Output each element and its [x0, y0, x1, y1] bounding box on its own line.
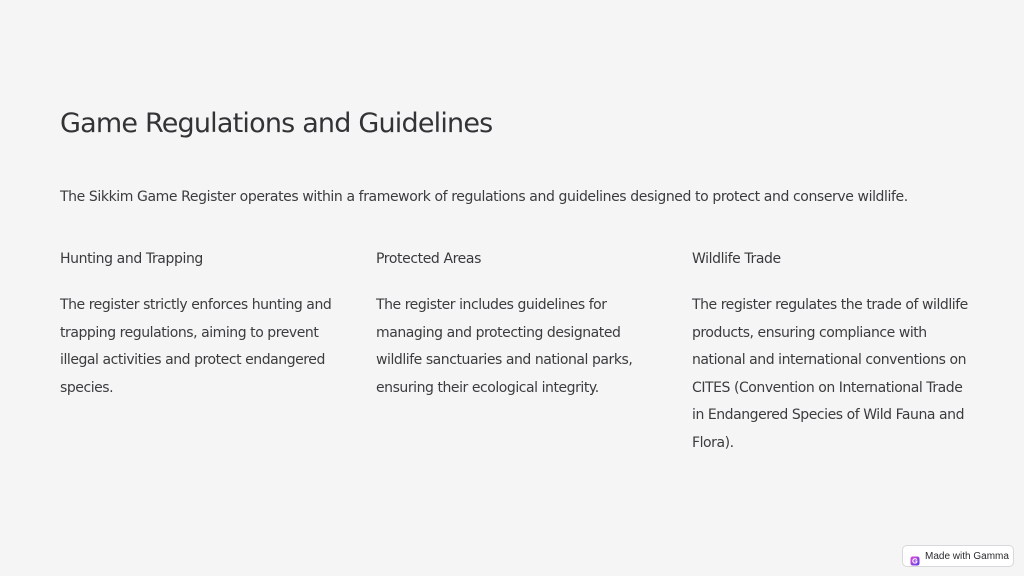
- column-hunting-trapping: [60, 249, 376, 458]
- column-heading: Hunting and Trapping: [60, 251, 203, 267]
- column-body: The register regulates the trade of wildlife products, ensuring compliance with national and international conventions on CITES (Convention on International Trade in Endangered Species of Wild Fauna and Flora).: [692, 297, 968, 451]
- made-with-gamma-badge[interactable]: [902, 545, 1014, 567]
- column-heading: Protected Areas: [376, 251, 481, 267]
- column-heading: Wildlife Trade: [692, 251, 781, 267]
- columns: [60, 249, 970, 458]
- page-title: Game Regulations and Guidelines: [60, 108, 493, 139]
- intro-text: The Sikkim Game Register operates within a framework of regulations and guidelines designed to protect and conserve wildlife.: [60, 189, 908, 205]
- column-body: The register includes guidelines for managing and protecting designated wildlife sanctuaries and national parks, ensuring their ecological integrity.: [376, 297, 633, 396]
- badge-label: Made with Gamma: [925, 550, 1009, 562]
- column-body: The register strictly enforces hunting and trapping regulations, aiming to prevent illegal activities and protect endangered species.: [60, 297, 332, 396]
- gamma-logo-icon: [910, 551, 920, 561]
- column-wildlife-trade: [692, 249, 972, 458]
- column-protected-areas: [376, 249, 692, 458]
